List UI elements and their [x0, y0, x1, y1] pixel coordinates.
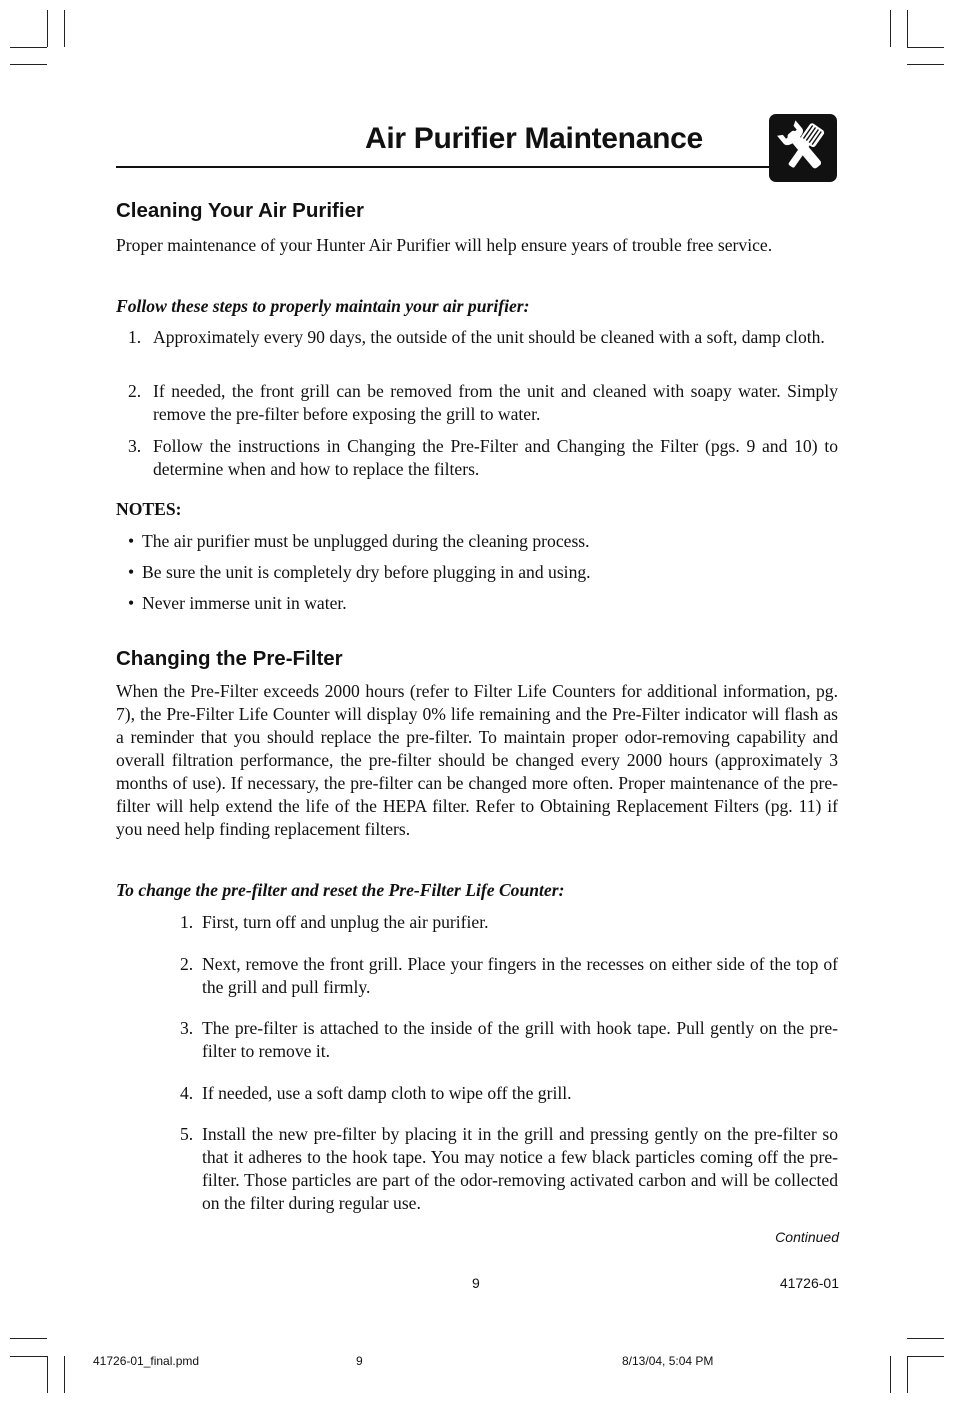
- list-item: [128, 326, 838, 349]
- continued-label: Continued: [775, 1229, 839, 1245]
- list-number: 1.: [180, 912, 194, 932]
- list-number: 5.: [180, 1124, 194, 1144]
- prefilter-body: When the Pre-Filter exceeds 2000 hours (refer to Filter Life Counters for additional information, pg. 7), the Pre-Filter Life Counter will display 0% life remaining and the Pre-Filter indicator will flash as a reminder that you should replace the pre-filter. To maintain proper odor-removing capability and overall filtration performance, the pre-filter should be changed every 2000 hours (approximately 3 months of use). If necessary, the pre-filter can be changed more often. Proper maintenance of the pre-filter will help extend the life of the HEPA filter. Refer to Obtaining Replacement Filters (pg. 11) if you need help finding replacement filters.: [116, 681, 838, 839]
- crop-mark: [890, 10, 891, 47]
- note-item: [128, 530, 838, 553]
- crop-mark: [64, 1356, 65, 1393]
- crop-mark: [47, 1356, 48, 1393]
- note-item: [128, 592, 838, 615]
- list-item: [128, 380, 838, 426]
- list-text: If needed, use a soft damp cloth to wipe off the grill.: [202, 1083, 572, 1103]
- crop-mark: [64, 10, 65, 47]
- list-text: Install the new pre-filter by placing it in the grill and pressing gently on the pre-filter so that it adheres to the hook tape. You may notice a few black particles coming off the pre-filter. Those particles are part of the odor-removing activated carbon and will be collected on the filter during regular use.: [202, 1124, 838, 1213]
- list-number: 4.: [180, 1083, 194, 1103]
- list-item: [180, 953, 838, 999]
- page-title: Air Purifier Maintenance: [365, 122, 703, 155]
- crop-mark: [10, 64, 47, 65]
- notes-label: NOTES:: [116, 499, 182, 519]
- list-text: Approximately every 90 days, the outside of the unit should be cleaned with a soft, damp cloth.: [153, 327, 825, 347]
- list-number: 3.: [128, 436, 142, 456]
- list-item: [180, 911, 838, 934]
- note-text: Never immerse unit in water.: [142, 593, 347, 613]
- list-number: 2.: [128, 381, 142, 401]
- note-text: Be sure the unit is completely dry before plugging in and using.: [142, 562, 591, 582]
- list-text: Next, remove the front grill. Place your fingers in the recesses on either side of the top of the grill and pull firmly.: [202, 954, 838, 997]
- bullet: •: [128, 531, 135, 551]
- cleaning-intro: Proper maintenance of your Hunter Air Purifier will help ensure years of trouble free service.: [116, 235, 773, 255]
- title-rule: [116, 166, 770, 168]
- crop-mark: [907, 1356, 908, 1393]
- slug-page: 9: [356, 1354, 363, 1368]
- crop-mark: [47, 10, 48, 47]
- note-item: [128, 561, 838, 584]
- crop-mark: [10, 47, 47, 48]
- crop-mark: [907, 10, 908, 47]
- list-text: First, turn off and unplug the air purifier.: [202, 912, 489, 932]
- crop-mark: [907, 1356, 944, 1357]
- list-number: 2.: [180, 954, 194, 974]
- crop-mark: [907, 47, 944, 48]
- bullet: •: [128, 593, 135, 613]
- crop-mark: [10, 1356, 47, 1357]
- slug-date: 8/13/04, 5:04 PM: [622, 1354, 714, 1368]
- list-item: [180, 1017, 838, 1063]
- list-number: 1.: [128, 327, 142, 347]
- list-text: If needed, the front grill can be removed from the unit and cleaned with soapy water. Simply remove the pre-filter before exposing the grill to water.: [153, 381, 838, 424]
- list-item: [128, 435, 838, 481]
- page-number: 9: [472, 1275, 480, 1291]
- prefilter-steps-lead: To change the pre-filter and reset the Pre-Filter Life Counter:: [116, 880, 565, 900]
- tools-icon: [769, 114, 837, 182]
- cleaning-steps-lead: Follow these steps to properly maintain your air purifier:: [116, 296, 530, 316]
- list-item: [180, 1082, 838, 1105]
- document-code: 41726-01: [779, 1275, 839, 1291]
- section-heading-prefilter: Changing the Pre-Filter: [116, 647, 343, 670]
- list-text: The pre-filter is attached to the inside of the grill with hook tape. Pull gently on the pre-filter to remove it.: [202, 1018, 838, 1061]
- bullet: •: [128, 562, 135, 582]
- note-text: The air purifier must be unplugged during the cleaning process.: [142, 531, 590, 551]
- list-item: [180, 1123, 838, 1215]
- list-number: 3.: [180, 1018, 194, 1038]
- crop-mark: [907, 1338, 944, 1339]
- crop-mark: [907, 64, 944, 65]
- section-heading-cleaning: Cleaning Your Air Purifier: [116, 199, 364, 222]
- list-text: Follow the instructions in Changing the Pre-Filter and Changing the Filter (pgs. 9 and 10) to determine when and how to replace the filters.: [153, 436, 838, 479]
- crop-mark: [890, 1356, 891, 1393]
- crop-mark: [10, 1338, 47, 1339]
- slug-filename: 41726-01_final.pmd: [93, 1354, 200, 1368]
